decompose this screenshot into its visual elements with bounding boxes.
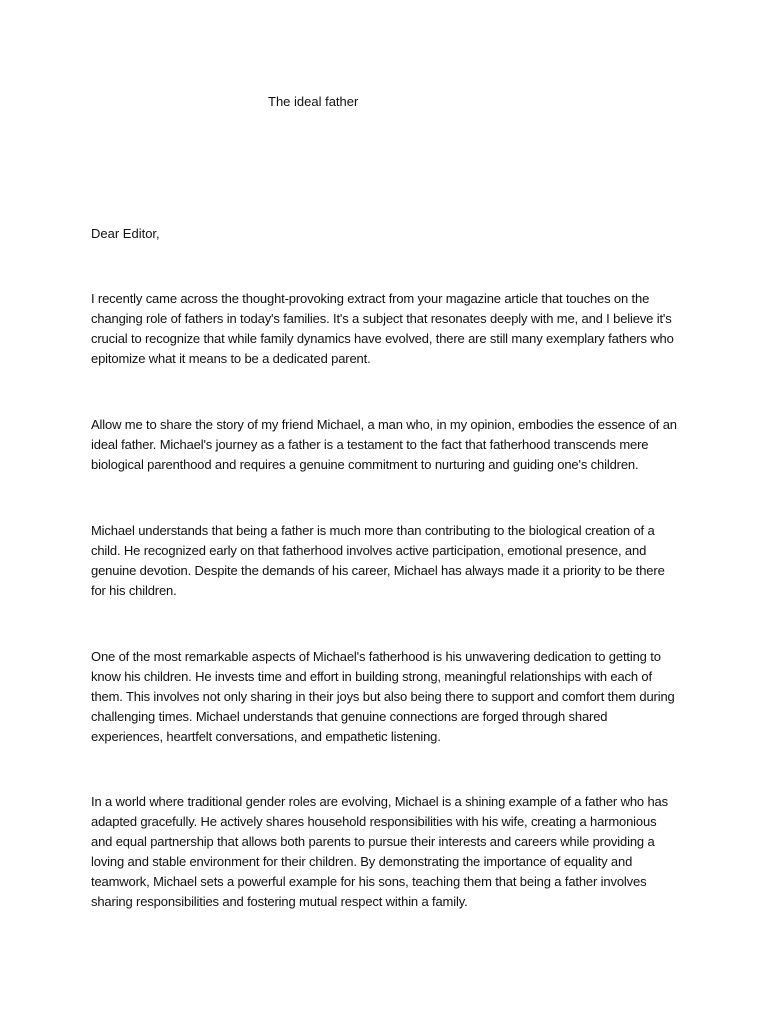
- document-title: The ideal father: [268, 94, 359, 109]
- paragraph-3: Michael understands that being a father is much more than contributing to the biological creation of a child. He recognized early on that fatherhood involves active participation, emotional presence, and genuine devotion. Despite the demands of his career, Michael has always made it a priority to be there for his children.: [91, 523, 665, 598]
- paragraph-1: I recently came across the thought-provoking extract from your magazine article that touches on the changing role of fathers in today's families. It's a subject that resonates deeply with me, and I believe it's crucial to recognize that while family dynamics have evolved, there are still many exemplary fathers who epitomize what it means to be a dedicated parent.: [91, 291, 674, 366]
- paragraph-4: One of the most remarkable aspects of Michael's fatherhood is his unwavering dedication to getting to know his children. He invests time and effort in building strong, meaningful relationships with each of them. This involves not only sharing in their joys but also being there to support and comfort them during challenging times. Michael understands that genuine connections are forged through shared experiences, heartfelt conversations, and empathetic listening.: [91, 649, 675, 744]
- paragraph-2: Allow me to share the story of my friend Michael, a man who, in my opinion, embodies the essence of an ideal father. Michael's journey as a father is a testament to the fact that fatherhood transcends mere biological parenthood and requires a genuine commitment to nurturing and guiding one's children.: [91, 417, 677, 472]
- paragraph-5: In a world where traditional gender roles are evolving, Michael is a shining example of a father who has adapted gracefully. He actively shares household responsibilities with his wife, creating a harmonious and equal partnership that allows both parents to pursue their interests and careers while providing a loving and stable environment for their children. By demonstrating the importance of equality and teamwork, Michael sets a powerful example for his sons, teaching them that being a father involves sharing responsibilities and fostering mutual respect within a family.: [91, 794, 668, 909]
- letter-salutation: Dear Editor,: [91, 226, 160, 241]
